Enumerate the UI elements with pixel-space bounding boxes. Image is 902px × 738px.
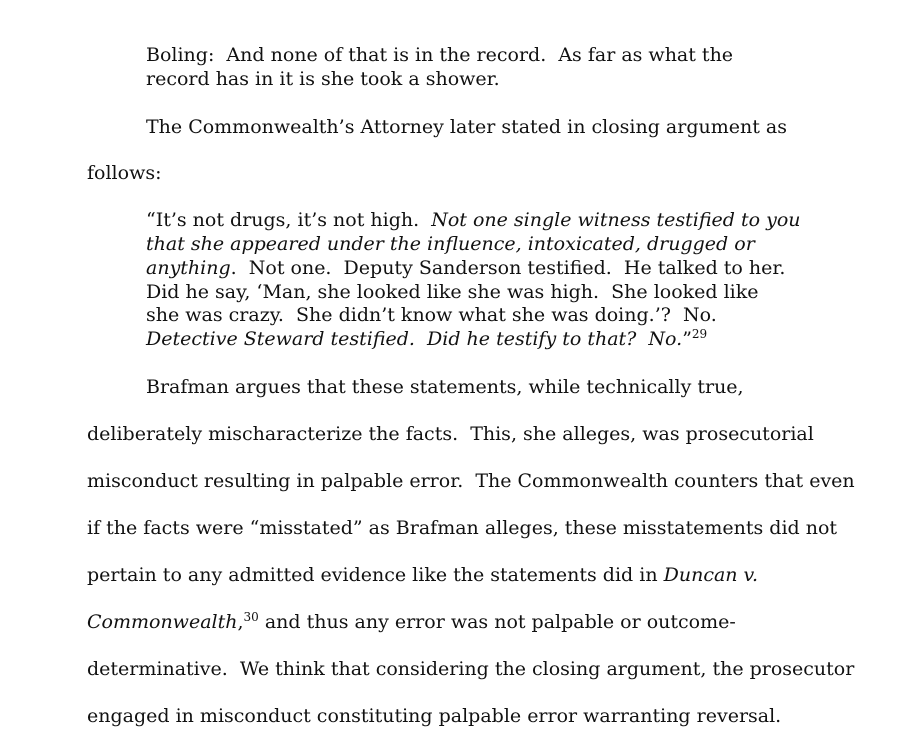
quote2-line: she was crazy. She didn’t know what she was doing.’? No. xyxy=(146,304,717,326)
quote2-line: Did he say, ‘Man, she looked like she was high. She looked like xyxy=(146,281,759,303)
quote2-line: Detective Steward testified. Did he testify to that? No.”$^{29}$ xyxy=(146,327,708,350)
italic-text: Detective Steward testified. Did he testify to that? No. xyxy=(146,328,683,350)
case-citation: Commonwealth xyxy=(87,611,238,633)
paragraph-line: engaged in misconduct constituting palpable error warranting reversal. xyxy=(87,705,782,727)
paragraph-line: if the facts were “misstated” as Brafman alleges, these misstatements did not xyxy=(87,517,838,539)
paragraph-line: The Commonwealth’s Attorney later stated in closing argument as xyxy=(146,116,787,138)
case-citation: Duncan v. xyxy=(663,564,759,586)
paragraph-line: misconduct resulting in palpable error. The Commonwealth counters that even xyxy=(87,470,855,492)
italic-text: that she appeared under the influence, intoxicated, drugged or xyxy=(146,233,755,255)
quote1-line: Boling: And none of that is in the record. As far as what the xyxy=(146,44,734,66)
footnote-marker: 29 xyxy=(691,327,708,341)
paragraph-line: pertain to any admitted evidence like the statements did in Duncan v. xyxy=(87,564,759,586)
quote1-line: record has in it is she took a shower. xyxy=(146,68,500,90)
paragraph-line: determinative. We think that considering the closing argument, the prosecutor xyxy=(87,658,855,680)
quote2-line: “It’s not drugs, it’s not high. Not one single witness testified to you xyxy=(146,209,801,231)
italic-text: anything xyxy=(146,257,231,279)
footnote-marker: 30 xyxy=(243,610,259,624)
paragraph-line: Commonwealth,$^{30}$ and thus any error was not palpable or outcome- xyxy=(87,610,736,633)
paragraph-line: follows: xyxy=(87,162,162,184)
quote2-line: anything. Not one. Deputy Sanderson testified. He talked to her. xyxy=(146,257,786,279)
quote2-line xyxy=(146,233,755,255)
paragraph-line: Brafman argues that these statements, while technically true, xyxy=(146,376,744,398)
italic-text: Not one single witness testified to you xyxy=(431,209,801,231)
paragraph-line: deliberately mischaracterize the facts. This, she alleges, was prosecutorial xyxy=(87,423,814,445)
